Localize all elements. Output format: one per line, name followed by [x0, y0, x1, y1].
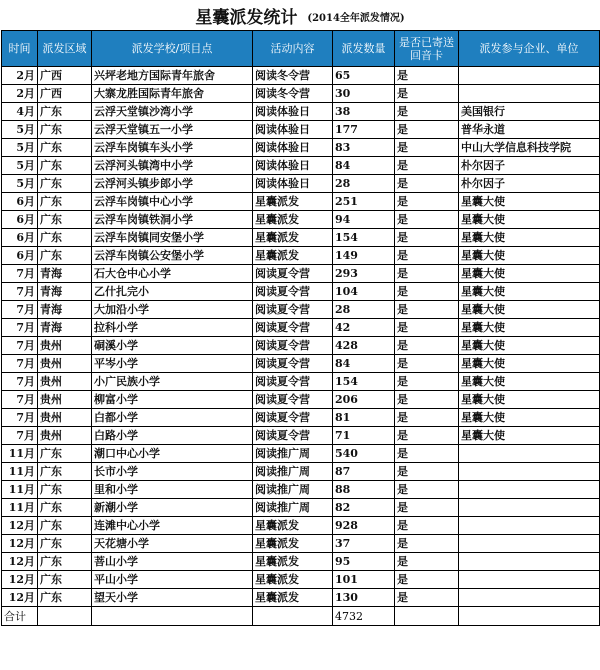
cell-count[interactable]: 540: [333, 445, 395, 463]
cell-school[interactable]: 白都小学: [92, 409, 253, 427]
cell-month[interactable]: 12月: [2, 517, 38, 535]
cell-activity[interactable]: 阅读夏令营: [253, 319, 333, 337]
cell-audio-card[interactable]: 是: [395, 355, 459, 373]
cell-activity[interactable]: 阅读冬令营: [253, 67, 333, 85]
table-row: [2, 229, 600, 247]
table-row: [2, 301, 600, 319]
table-row: [2, 499, 600, 517]
cell-audio-card[interactable]: 是: [395, 319, 459, 337]
sheet-title: 星囊派发统计: [195, 7, 298, 28]
cell-school[interactable]: 长市小学: [92, 463, 253, 481]
cell-school[interactable]: 小广民族小学: [92, 373, 253, 391]
cell-partner[interactable]: 朴尔因子: [459, 175, 600, 193]
cell-school[interactable]: 云浮车岗镇公安堡小学: [92, 247, 253, 265]
cell-region[interactable]: 广东: [38, 445, 92, 463]
cell-activity[interactable]: 阅读体验日: [253, 139, 333, 157]
cell-audio-card[interactable]: 是: [395, 481, 459, 499]
cell-region[interactable]: 广东: [38, 481, 92, 499]
cell-count[interactable]: 149: [333, 247, 395, 265]
cell-count[interactable]: 65: [333, 67, 395, 85]
cell-month[interactable]: 6月: [2, 229, 38, 247]
cell-month[interactable]: 11月: [2, 499, 38, 517]
table-row: [2, 355, 600, 373]
cell-month[interactable]: 7月: [2, 409, 38, 427]
cell-count[interactable]: 206: [333, 391, 395, 409]
table-row: [2, 175, 600, 193]
table-row: [2, 409, 600, 427]
cell-partner[interactable]: 星囊大使: [459, 265, 600, 283]
cell-school[interactable]: 柳富小学: [92, 391, 253, 409]
cell-region[interactable]: 贵州: [38, 391, 92, 409]
cell-school[interactable]: 平山小学: [92, 571, 253, 589]
cell-school[interactable]: 云浮河头镇步郎小学: [92, 175, 253, 193]
cell-school[interactable]: 乙什扎完小: [92, 283, 253, 301]
table-row: [2, 265, 600, 283]
table-row: [2, 517, 600, 535]
cell-region[interactable]: 广东: [38, 499, 92, 517]
cell-partner[interactable]: 星囊大使: [459, 229, 600, 247]
cell-school[interactable]: 云浮车岗镇同安堡小学: [92, 229, 253, 247]
table-row: [2, 247, 600, 265]
cell-region[interactable]: 青海: [38, 265, 92, 283]
cell-school[interactable]: 大寨龙胜国际青年旅舍: [92, 85, 253, 103]
table-row: [2, 373, 600, 391]
cell-partner[interactable]: 星囊大使: [459, 301, 600, 319]
col-header-partner[interactable]: 派发参与企业、单位: [459, 31, 600, 67]
cell-month[interactable]: 7月: [2, 373, 38, 391]
cell-count[interactable]: 154: [333, 373, 395, 391]
col-header-count[interactable]: 派发数量: [333, 31, 395, 67]
cell-region[interactable]: 广西: [38, 67, 92, 85]
cell-count[interactable]: 37: [333, 535, 395, 553]
cell-month[interactable]: 6月: [2, 193, 38, 211]
cell-audio-card[interactable]: 是: [395, 85, 459, 103]
cell-school[interactable]: 石大仓中心小学: [92, 265, 253, 283]
cell-count[interactable]: 293: [333, 265, 395, 283]
cell-month[interactable]: 12月: [2, 553, 38, 571]
table-row: [2, 211, 600, 229]
cell-audio-card[interactable]: 是: [395, 175, 459, 193]
cell-school[interactable]: 新潮小学: [92, 499, 253, 517]
cell-region[interactable]: 贵州: [38, 409, 92, 427]
table-row: [2, 589, 600, 607]
cell-count[interactable]: 81: [333, 409, 395, 427]
cell-audio-card[interactable]: 是: [395, 247, 459, 265]
cell-activity[interactable]: 阅读体验日: [253, 175, 333, 193]
cell-region[interactable]: 青海: [38, 301, 92, 319]
cell-audio-card[interactable]: 是: [395, 337, 459, 355]
cell-school[interactable]: 平岑小学: [92, 355, 253, 373]
cell-count[interactable]: 95: [333, 553, 395, 571]
cell-partner[interactable]: 星囊大使: [459, 373, 600, 391]
cell-month[interactable]: 5月: [2, 175, 38, 193]
col-header-time[interactable]: 时间: [2, 31, 38, 67]
cell-school[interactable]: 云浮车岗镇铁洞小学: [92, 211, 253, 229]
cell-audio-card[interactable]: 是: [395, 157, 459, 175]
cell-school[interactable]: 大加沿小学: [92, 301, 253, 319]
total-count[interactable]: 4732: [333, 607, 395, 626]
cell-month[interactable]: 2月: [2, 85, 38, 103]
distribution-table: [1, 30, 600, 626]
table-cell[interactable]: [38, 607, 92, 626]
cell-school[interactable]: 兴坪老地方国际青年旅舍: [92, 67, 253, 85]
col-header-school[interactable]: 派发学校/项目点: [92, 31, 253, 67]
cell-activity[interactable]: 阅读夏令营: [253, 427, 333, 445]
cell-activity[interactable]: 阅读夏令营: [253, 373, 333, 391]
cell-partner[interactable]: [459, 571, 600, 589]
cell-month[interactable]: 12月: [2, 589, 38, 607]
table-row: [2, 427, 600, 445]
cell-activity[interactable]: 星囊派发: [253, 193, 333, 211]
cell-activity[interactable]: 阅读夏令营: [253, 355, 333, 373]
cell-month[interactable]: 12月: [2, 571, 38, 589]
cell-region[interactable]: 广东: [38, 193, 92, 211]
cell-count[interactable]: 28: [333, 175, 395, 193]
cell-audio-card[interactable]: 是: [395, 265, 459, 283]
cell-school[interactable]: 云浮天堂镇五一小学: [92, 121, 253, 139]
table-row: [2, 319, 600, 337]
cell-month[interactable]: 7月: [2, 265, 38, 283]
cell-audio-card[interactable]: 是: [395, 67, 459, 85]
title-row: [0, 0, 600, 30]
cell-school[interactable]: 云浮车岗镇中心小学: [92, 193, 253, 211]
cell-audio-card[interactable]: 是: [395, 121, 459, 139]
cell-region[interactable]: 广东: [38, 211, 92, 229]
col-header-region[interactable]: 派发区域: [38, 31, 92, 67]
cell-activity[interactable]: 星囊派发: [253, 229, 333, 247]
cell-audio-card[interactable]: 是: [395, 103, 459, 121]
table-row: [2, 67, 600, 85]
cell-activity[interactable]: 阅读推广周: [253, 463, 333, 481]
cell-month[interactable]: 7月: [2, 355, 38, 373]
cell-school[interactable]: 云浮车岗镇车头小学: [92, 139, 253, 157]
cell-partner[interactable]: [459, 517, 600, 535]
cell-count[interactable]: 84: [333, 355, 395, 373]
cell-count[interactable]: 177: [333, 121, 395, 139]
cell-month[interactable]: 5月: [2, 157, 38, 175]
cell-count[interactable]: 88: [333, 481, 395, 499]
cell-audio-card[interactable]: 是: [395, 535, 459, 553]
cell-school[interactable]: 里和小学: [92, 481, 253, 499]
cell-count[interactable]: 428: [333, 337, 395, 355]
cell-activity[interactable]: 星囊派发: [253, 589, 333, 607]
cell-month[interactable]: 2月: [2, 67, 38, 85]
table-row: [2, 157, 600, 175]
cell-school[interactable]: 云浮天堂镇沙湾小学: [92, 103, 253, 121]
cell-activity[interactable]: 星囊派发: [253, 535, 333, 553]
cell-partner[interactable]: 星囊大使: [459, 391, 600, 409]
cell-activity[interactable]: 阅读夏令营: [253, 301, 333, 319]
cell-audio-card[interactable]: 是: [395, 229, 459, 247]
table-cell[interactable]: [395, 607, 459, 626]
cell-audio-card[interactable]: 是: [395, 499, 459, 517]
table-cell[interactable]: [253, 607, 333, 626]
table-row: [2, 391, 600, 409]
cell-school[interactable]: 连滩中心小学: [92, 517, 253, 535]
cell-partner[interactable]: 美国银行: [459, 103, 600, 121]
cell-region[interactable]: 青海: [38, 283, 92, 301]
table-row: [2, 85, 600, 103]
cell-audio-card[interactable]: 是: [395, 193, 459, 211]
cell-activity[interactable]: 阅读夏令营: [253, 265, 333, 283]
cell-region[interactable]: 广东: [38, 553, 92, 571]
cell-school[interactable]: 望天小学: [92, 589, 253, 607]
cell-audio-card[interactable]: 是: [395, 409, 459, 427]
cell-activity[interactable]: 星囊派发: [253, 247, 333, 265]
cell-activity[interactable]: 阅读夏令营: [253, 409, 333, 427]
cell-count[interactable]: 928: [333, 517, 395, 535]
cell-partner[interactable]: 星囊大使: [459, 211, 600, 229]
cell-region[interactable]: 广东: [38, 463, 92, 481]
cell-count[interactable]: 83: [333, 139, 395, 157]
total-row: [2, 607, 600, 626]
cell-partner[interactable]: [459, 499, 600, 517]
cell-activity[interactable]: 阅读夏令营: [253, 283, 333, 301]
cell-activity[interactable]: 星囊派发: [253, 211, 333, 229]
cell-count[interactable]: 84: [333, 157, 395, 175]
cell-month[interactable]: 12月: [2, 535, 38, 553]
cell-month[interactable]: 11月: [2, 445, 38, 463]
cell-partner[interactable]: 星囊大使: [459, 193, 600, 211]
cell-partner[interactable]: 星囊大使: [459, 355, 600, 373]
sheet-subtitle: (2014全年派发情况): [307, 13, 405, 24]
cell-school[interactable]: 硐溪小学: [92, 337, 253, 355]
cell-activity[interactable]: 阅读夏令营: [253, 391, 333, 409]
cell-audio-card[interactable]: 是: [395, 553, 459, 571]
cell-audio-card[interactable]: 是: [395, 301, 459, 319]
cell-partner[interactable]: 星囊大使: [459, 337, 600, 355]
cell-region[interactable]: 贵州: [38, 337, 92, 355]
cell-partner[interactable]: 星囊大使: [459, 427, 600, 445]
cell-region[interactable]: 广东: [38, 157, 92, 175]
cell-region[interactable]: 广西: [38, 85, 92, 103]
col-header-activity[interactable]: 活动内容: [253, 31, 333, 67]
cell-activity[interactable]: 阅读冬令营: [253, 85, 333, 103]
cell-audio-card[interactable]: 是: [395, 463, 459, 481]
cell-audio-card[interactable]: 是: [395, 427, 459, 445]
cell-region[interactable]: 广东: [38, 139, 92, 157]
cell-count[interactable]: 82: [333, 499, 395, 517]
cell-count[interactable]: 28: [333, 301, 395, 319]
cell-region[interactable]: 广东: [38, 247, 92, 265]
cell-partner[interactable]: [459, 463, 600, 481]
cell-partner[interactable]: 星囊大使: [459, 409, 600, 427]
cell-audio-card[interactable]: 是: [395, 445, 459, 463]
cell-audio-card[interactable]: 是: [395, 283, 459, 301]
cell-school[interactable]: 白路小学: [92, 427, 253, 445]
cell-region[interactable]: 青海: [38, 319, 92, 337]
cell-school[interactable]: 菩山小学: [92, 553, 253, 571]
cell-count[interactable]: 101: [333, 571, 395, 589]
cell-count[interactable]: 71: [333, 427, 395, 445]
cell-partner[interactable]: 中山大学信息科技学院: [459, 139, 600, 157]
cell-partner[interactable]: [459, 535, 600, 553]
cell-activity[interactable]: 阅读夏令营: [253, 337, 333, 355]
table-row: [2, 571, 600, 589]
cell-count[interactable]: 38: [333, 103, 395, 121]
cell-region[interactable]: 广东: [38, 175, 92, 193]
cell-count[interactable]: 30: [333, 85, 395, 103]
table-row: [2, 193, 600, 211]
cell-month[interactable]: 11月: [2, 463, 38, 481]
cell-audio-card[interactable]: 是: [395, 373, 459, 391]
cell-region[interactable]: 广东: [38, 121, 92, 139]
cell-month[interactable]: 5月: [2, 121, 38, 139]
cell-month[interactable]: 4月: [2, 103, 38, 121]
cell-audio-card[interactable]: 是: [395, 391, 459, 409]
table-row: [2, 463, 600, 481]
cell-partner[interactable]: 星囊大使: [459, 319, 600, 337]
cell-region[interactable]: 广东: [38, 571, 92, 589]
table-row: [2, 535, 600, 553]
cell-partner[interactable]: 普华永道: [459, 121, 600, 139]
cell-partner[interactable]: [459, 553, 600, 571]
cell-region[interactable]: 广东: [38, 535, 92, 553]
cell-school[interactable]: 天花塘小学: [92, 535, 253, 553]
cell-activity[interactable]: 星囊派发: [253, 553, 333, 571]
cell-audio-card[interactable]: 是: [395, 571, 459, 589]
cell-school[interactable]: 云浮河头镇湾中小学: [92, 157, 253, 175]
cell-region[interactable]: 广东: [38, 589, 92, 607]
cell-region[interactable]: 贵州: [38, 355, 92, 373]
table-row: [2, 337, 600, 355]
cell-count[interactable]: 130: [333, 589, 395, 607]
table-row: [2, 553, 600, 571]
cell-activity[interactable]: 阅读推广周: [253, 481, 333, 499]
table-row: [2, 445, 600, 463]
table-body: [2, 67, 600, 607]
cell-month[interactable]: 7月: [2, 319, 38, 337]
header-row: [2, 31, 600, 67]
table-cell[interactable]: [92, 607, 253, 626]
cell-month[interactable]: 7月: [2, 283, 38, 301]
table-row: [2, 103, 600, 121]
cell-month[interactable]: 7月: [2, 337, 38, 355]
cell-count[interactable]: 251: [333, 193, 395, 211]
cell-partner[interactable]: 星囊大使: [459, 283, 600, 301]
cell-month[interactable]: 11月: [2, 481, 38, 499]
cell-audio-card[interactable]: 是: [395, 517, 459, 535]
cell-audio-card[interactable]: 是: [395, 139, 459, 157]
cell-count[interactable]: 94: [333, 211, 395, 229]
cell-partner[interactable]: [459, 67, 600, 85]
cell-month[interactable]: 6月: [2, 211, 38, 229]
cell-count[interactable]: 42: [333, 319, 395, 337]
table-row: [2, 481, 600, 499]
cell-month[interactable]: 7月: [2, 427, 38, 445]
cell-activity[interactable]: 阅读推广周: [253, 445, 333, 463]
cell-activity[interactable]: 星囊派发: [253, 571, 333, 589]
cell-activity[interactable]: 阅读体验日: [253, 103, 333, 121]
cell-region[interactable]: 广东: [38, 103, 92, 121]
cell-month[interactable]: 5月: [2, 139, 38, 157]
cell-partner[interactable]: [459, 589, 600, 607]
cell-school[interactable]: 潮口中心小学: [92, 445, 253, 463]
cell-month[interactable]: 7月: [2, 391, 38, 409]
cell-region[interactable]: 贵州: [38, 427, 92, 445]
cell-count[interactable]: 104: [333, 283, 395, 301]
cell-month[interactable]: 6月: [2, 247, 38, 265]
cell-region[interactable]: 广东: [38, 517, 92, 535]
cell-audio-card[interactable]: 是: [395, 211, 459, 229]
cell-region[interactable]: 贵州: [38, 373, 92, 391]
cell-activity[interactable]: 阅读体验日: [253, 157, 333, 175]
cell-activity[interactable]: 阅读推广周: [253, 499, 333, 517]
table-cell[interactable]: [459, 607, 600, 626]
col-header-audio-card[interactable]: 是否已寄送回音卡: [395, 31, 459, 67]
cell-activity[interactable]: 星囊派发: [253, 517, 333, 535]
cell-partner[interactable]: [459, 445, 600, 463]
cell-activity[interactable]: 阅读体验日: [253, 121, 333, 139]
cell-month[interactable]: 7月: [2, 301, 38, 319]
table-row: [2, 139, 600, 157]
cell-partner[interactable]: 星囊大使: [459, 247, 600, 265]
cell-count[interactable]: 87: [333, 463, 395, 481]
cell-partner[interactable]: 朴尔因子: [459, 157, 600, 175]
total-label[interactable]: 合计: [2, 607, 38, 626]
table-row: [2, 121, 600, 139]
cell-audio-card[interactable]: 是: [395, 589, 459, 607]
cell-partner[interactable]: [459, 481, 600, 499]
cell-region[interactable]: 广东: [38, 229, 92, 247]
cell-partner[interactable]: [459, 85, 600, 103]
cell-school[interactable]: 拉科小学: [92, 319, 253, 337]
cell-count[interactable]: 154: [333, 229, 395, 247]
table-row: [2, 283, 600, 301]
